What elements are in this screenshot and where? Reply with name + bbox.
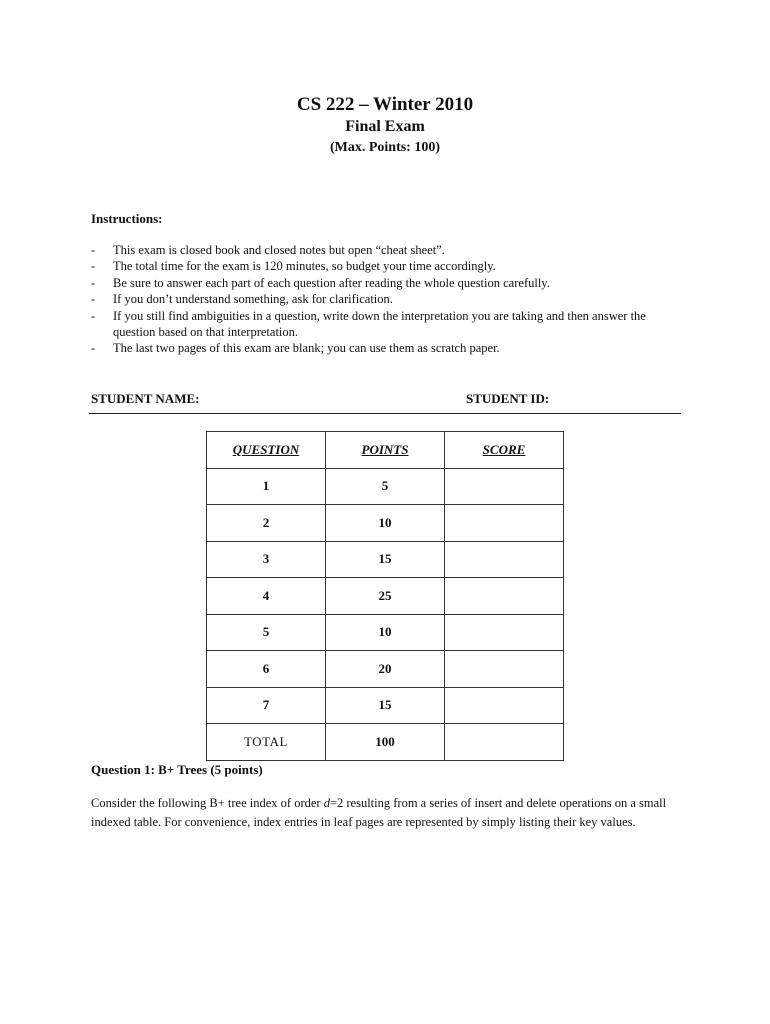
- exam-title: CS 222 – Winter 2010: [296, 94, 474, 115]
- instruction-item: [91, 340, 671, 356]
- table-row: [207, 651, 564, 688]
- instruction-item: [91, 275, 671, 291]
- points-cell: 5: [326, 468, 445, 505]
- bullet-dash: -: [91, 308, 96, 323]
- bullet-dash: -: [91, 259, 96, 274]
- score-cell[interactable]: [445, 614, 564, 651]
- instruction-item: [91, 291, 671, 307]
- question-cell: 7: [207, 687, 326, 724]
- points-cell: 15: [326, 541, 445, 578]
- question-cell: 6: [207, 651, 326, 688]
- student-name-label: STUDENT NAME:: [91, 391, 200, 406]
- points-cell: 10: [326, 614, 445, 651]
- table-row: [207, 468, 564, 505]
- score-cell[interactable]: [445, 541, 564, 578]
- table-row: [207, 505, 564, 542]
- total-points: 100: [326, 724, 445, 761]
- total-score[interactable]: [445, 724, 564, 761]
- table-row: [207, 687, 564, 724]
- header-question: QUESTION: [207, 432, 326, 469]
- question-1-heading: Question 1: B+ Trees (5 points): [91, 762, 263, 777]
- table-row: [207, 578, 564, 615]
- instruction-item: [91, 258, 671, 274]
- student-id-label: STUDENT ID:: [466, 391, 550, 406]
- bullet-dash: -: [91, 243, 96, 257]
- question-cell: 5: [207, 614, 326, 651]
- instruction-text: This exam is closed book and closed notes but open “cheat sheet”.: [113, 243, 445, 257]
- score-cell[interactable]: [445, 687, 564, 724]
- total-label: TOTAL: [207, 724, 326, 761]
- question-cell: 3: [207, 541, 326, 578]
- points-cell: 25: [326, 578, 445, 615]
- points-cell: 20: [326, 651, 445, 688]
- exam-subtitle: Final Exam: [345, 118, 425, 135]
- points-cell: 10: [326, 505, 445, 542]
- score-table: [206, 431, 564, 761]
- question-1-text-end: =2 resulting from a series of insert and delete operations on a small indexed table. For convenience, index entries in leaf pages are represented by simply listing their key values.: [91, 796, 667, 829]
- bullet-dash: -: [91, 275, 96, 290]
- instruction-text: Be sure to answer each part of each question after reading the whole question carefully.: [113, 275, 550, 290]
- question-1-text-start: Consider the following B+ tree index of order: [91, 796, 324, 810]
- question-1-variable: d: [323, 796, 330, 810]
- question-cell: 1: [207, 468, 326, 505]
- instruction-text: If you don’t understand something, ask for clarification.: [113, 292, 393, 307]
- table-header-row: [207, 432, 564, 469]
- question-cell: 4: [207, 578, 326, 615]
- instruction-text: If you still find ambiguities in a question, write down the interpretation you are taking and then answer the question based on that interpretation.: [113, 308, 646, 340]
- question-1-body: [91, 794, 671, 832]
- table-row: [207, 541, 564, 578]
- instruction-text: The total time for the exam is 120 minutes, so budget your time accordingly.: [113, 259, 496, 274]
- table-row: [207, 614, 564, 651]
- score-cell[interactable]: [445, 651, 564, 688]
- score-cell[interactable]: [445, 578, 564, 615]
- bullet-dash: -: [91, 292, 96, 307]
- score-cell[interactable]: [445, 505, 564, 542]
- max-points: (Max. Points: 100): [329, 140, 441, 155]
- total-row: [207, 724, 564, 761]
- instruction-item: [91, 308, 671, 341]
- header-score: SCORE: [445, 432, 564, 469]
- horizontal-rule: [89, 413, 681, 414]
- points-cell: 15: [326, 687, 445, 724]
- header-points: POINTS: [326, 432, 445, 469]
- score-cell[interactable]: [445, 468, 564, 505]
- instruction-text: The last two pages of this exam are blank; you can use them as scratch paper.: [113, 341, 500, 356]
- instructions-list: [91, 242, 671, 357]
- question-cell: 2: [207, 505, 326, 542]
- instruction-item: [91, 242, 671, 258]
- instructions-heading: Instructions:: [91, 211, 163, 226]
- bullet-dash: -: [91, 341, 96, 356]
